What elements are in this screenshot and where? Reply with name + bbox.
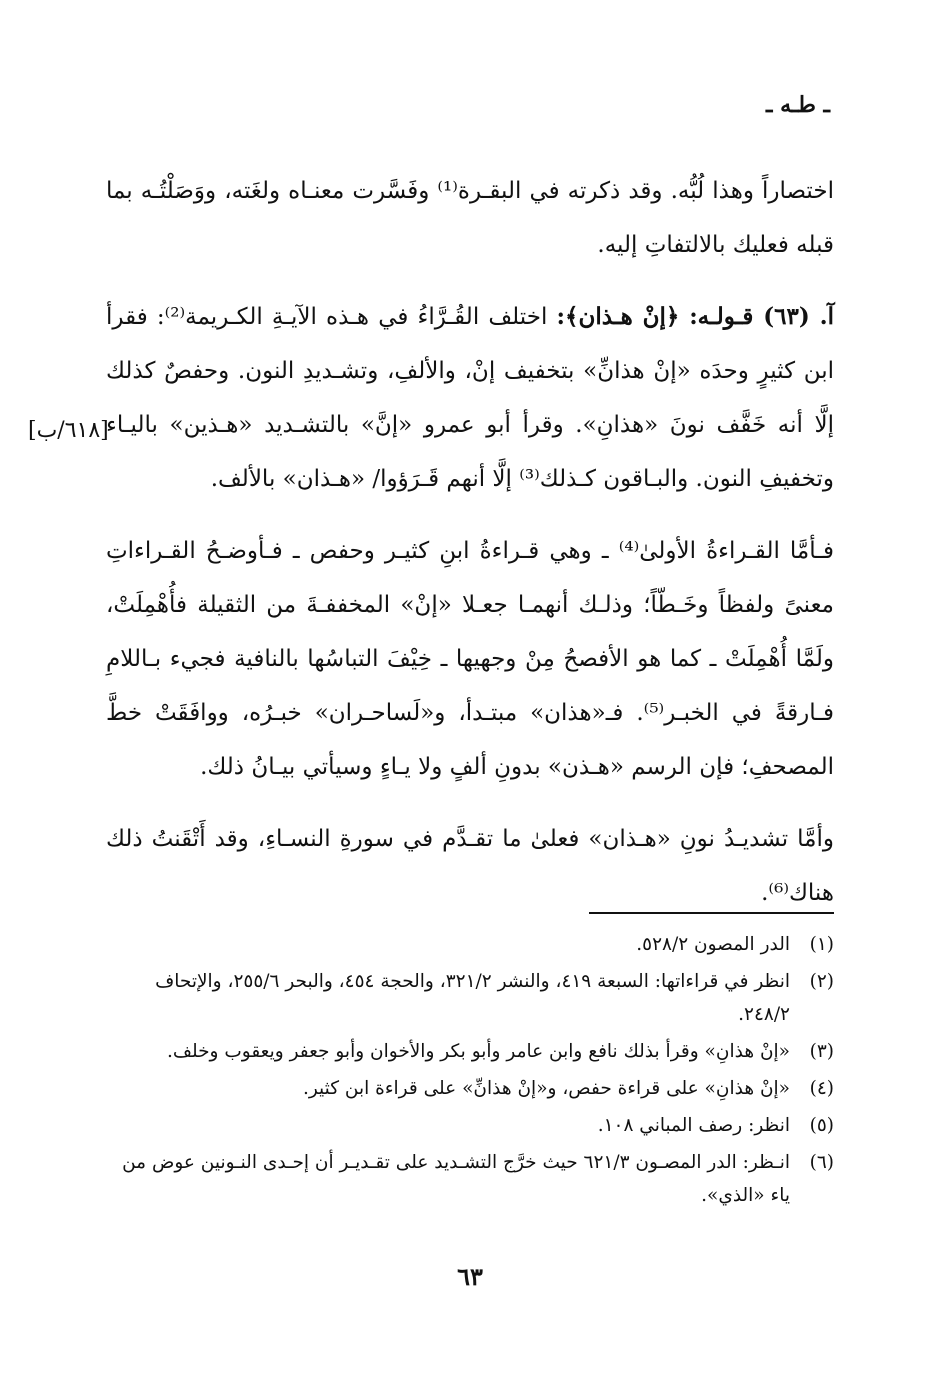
footnote-text: «إنْ هذانِ» وقرأ بذلك نافع وابن عامر وأبو بكر والأخوان وأبو جعفر ويعقوب وخلف. bbox=[166, 1041, 790, 1062]
verse-heading: آ. (٦٣) قـولـه: ﴿إنْ هـذان﴾: bbox=[556, 303, 834, 330]
paragraph-2 bbox=[106, 290, 834, 506]
footnote bbox=[106, 1035, 834, 1068]
footnote-text: انظر في قراءاتها: السبعة ٤١٩، والنشر ٣٢١/٢، والحجة ٤٥٤، والبحر ٢٥٥/٦، والإتحاف ٢٤٨/٢. bbox=[155, 971, 790, 1025]
footnote bbox=[106, 1072, 834, 1105]
footnote-text: انظر: رصف المباني ١٠٨. bbox=[597, 1115, 790, 1136]
footnote bbox=[106, 928, 834, 961]
footnote-number: (٦) bbox=[809, 1152, 834, 1173]
footnote-number: (٢) bbox=[809, 971, 834, 992]
manuscript-folio-note: [٦١٨/ب] bbox=[28, 418, 109, 443]
footnote-text: «إنْ هذانِ» على قراءة حفص، و«إنْ هذانِّ» على قراءة ابن كثير. bbox=[302, 1078, 790, 1099]
footnote bbox=[106, 1109, 834, 1142]
footnote-number: (٤) bbox=[809, 1078, 834, 1099]
footnote-number: (٣) bbox=[809, 1041, 834, 1062]
paragraph-4: وأمَّا تشديـدُ نونِ «هـذان» فعلىٰ ما تقـدَّم في سورةِ النسـاءِ، وقد أَتْقَنتُ ذلك هناك⁽⁶⁾. bbox=[106, 826, 834, 906]
footnote-separator bbox=[589, 912, 834, 914]
footnote bbox=[106, 1146, 834, 1212]
main-text bbox=[106, 164, 834, 920]
footnote-number: (١) bbox=[809, 934, 834, 955]
footnote-text: انـظر: الدر المصـون ٦٢١/٣ حيث خرَّج التشـديد على تقـديـر أن إحـدى النـونين عوض من ياء «الذي». bbox=[122, 1152, 790, 1206]
paragraph-2-text: اختلف القُـرَّاءُ في هـذه الآيـةِ الكـريمة⁽²⁾: فقرأ ابن كثيرٍ وحدَه «إنْ هذانِّ» بتخفيف إنْ، والألفِ، وتشـديدِ النون. وحفصٌ كذلك إلَّا أنه خَفَّف نونَ «هذانِ». وقرأ أبو عمرو «إنَّ» بالتشـديد «هـذين» باليـاء وتخفيفِ النون. والبـاقون كـذلك⁽³⁾ إلَّا أنهم قَـرَؤوا/ «هـذان» بالألف. bbox=[106, 304, 834, 492]
footnote bbox=[106, 965, 834, 1031]
paragraph-1: اختصاراً وهذا لُبُّه. وقد ذكرته في البقـرة⁽¹⁾ وفَسَّرت معنـاه ولغَته، ووَصَلْتُـه بما قبله فعليك بالالتفاتِ إليه. bbox=[106, 178, 834, 258]
page-number: ٦٣ bbox=[457, 1262, 483, 1291]
paragraph-3: فـأمَّا القـراءةُ الأولىٰ⁽⁴⁾ ـ وهي قـراءةُ ابنِ كثيـر وحفص ـ فـأوضـحُ القـراءاتِ معنىً ولفظاً وخَـطّاً؛ وذلـك أنهمـا جعـلا «إنْ» المخففـةَ من الثقيلة فأُهْمِلَتْ، ولَمَّا أُهْمِلَتْ ـ كما هو الأفصحُ مِنْ وجهيها ـ خِيْفَ التباسُها بالنافية فجيء بـاللامِ فـارقةً في الخبـر⁽⁵⁾. فـ«هذان» مبتـدأ، و«لَساحـران» خبـرُه، ووافَقَتْ خطَّ المصحفِ؛ فإن الرسم «هـذن» بدونِ ألفٍ ولا يـاءٍ وسيأتي بيـانُ ذلك. bbox=[106, 538, 834, 780]
running-header: ـ طـه ـ bbox=[766, 92, 830, 118]
footnotes bbox=[106, 928, 834, 1216]
footnote-text: الدر المصون ٥٢٨/٢. bbox=[636, 934, 790, 955]
footnote-number: (٥) bbox=[809, 1115, 834, 1136]
